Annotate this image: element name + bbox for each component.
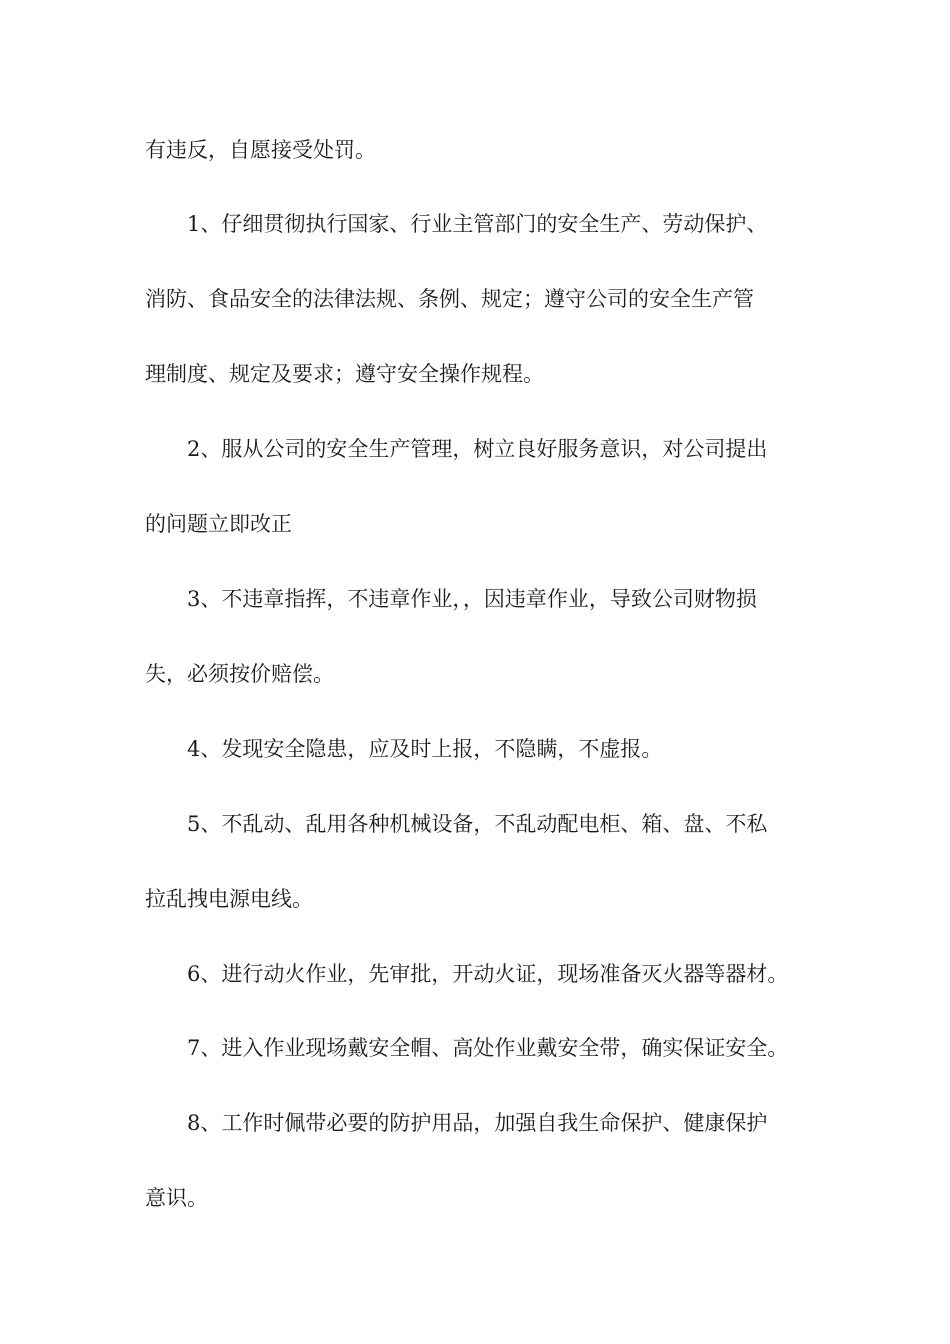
clause-2-line: 2、服从公司的安全生产管理，树立良好服务意识，对公司提出	[187, 437, 768, 461]
clause-1-line: 1、仔细贯彻执行国家、行业主管部门的安全生产、劳动保护、	[187, 212, 768, 236]
clause-3-line: 3、不违章指挥，不违章作业，，因违章作业，导致公司财物损	[187, 587, 757, 611]
clause-1-continuation: 理制度、规定及要求；遵守安全操作规程。	[145, 362, 544, 386]
clause-7-line: 7、进入作业现场戴安全帽、高处作业戴安全带，确实保证安全。	[187, 1036, 789, 1060]
clause-5-continuation: 拉乱拽电源电线。	[145, 887, 313, 911]
clause-8-continuation: 意识。	[145, 1186, 208, 1210]
clause-4-line: 4、发现安全隐患，应及时上报，不隐瞒，不虚报。	[187, 737, 663, 761]
clause-3-continuation: 失，必须按价赔偿。	[145, 662, 334, 686]
clause-1-continuation: 消防、食品安全的法律法规、条例、规定；遵守公司的安全生产管	[145, 287, 754, 311]
text-line: 有违反，自愿接受处罚。	[145, 138, 376, 162]
clause-2-continuation: 的问题立即改正	[145, 512, 292, 536]
clause-5-line: 5、不乱动、乱用各种机械设备，不乱动配电柜、箱、盘、不私	[187, 812, 768, 836]
clause-8-line: 8、工作时佩带必要的防护用品，加强自我生命保护、健康保护	[187, 1111, 768, 1135]
clause-6-line: 6、进行动火作业，先审批，开动火证，现场准备灭火器等器材。	[187, 962, 789, 986]
